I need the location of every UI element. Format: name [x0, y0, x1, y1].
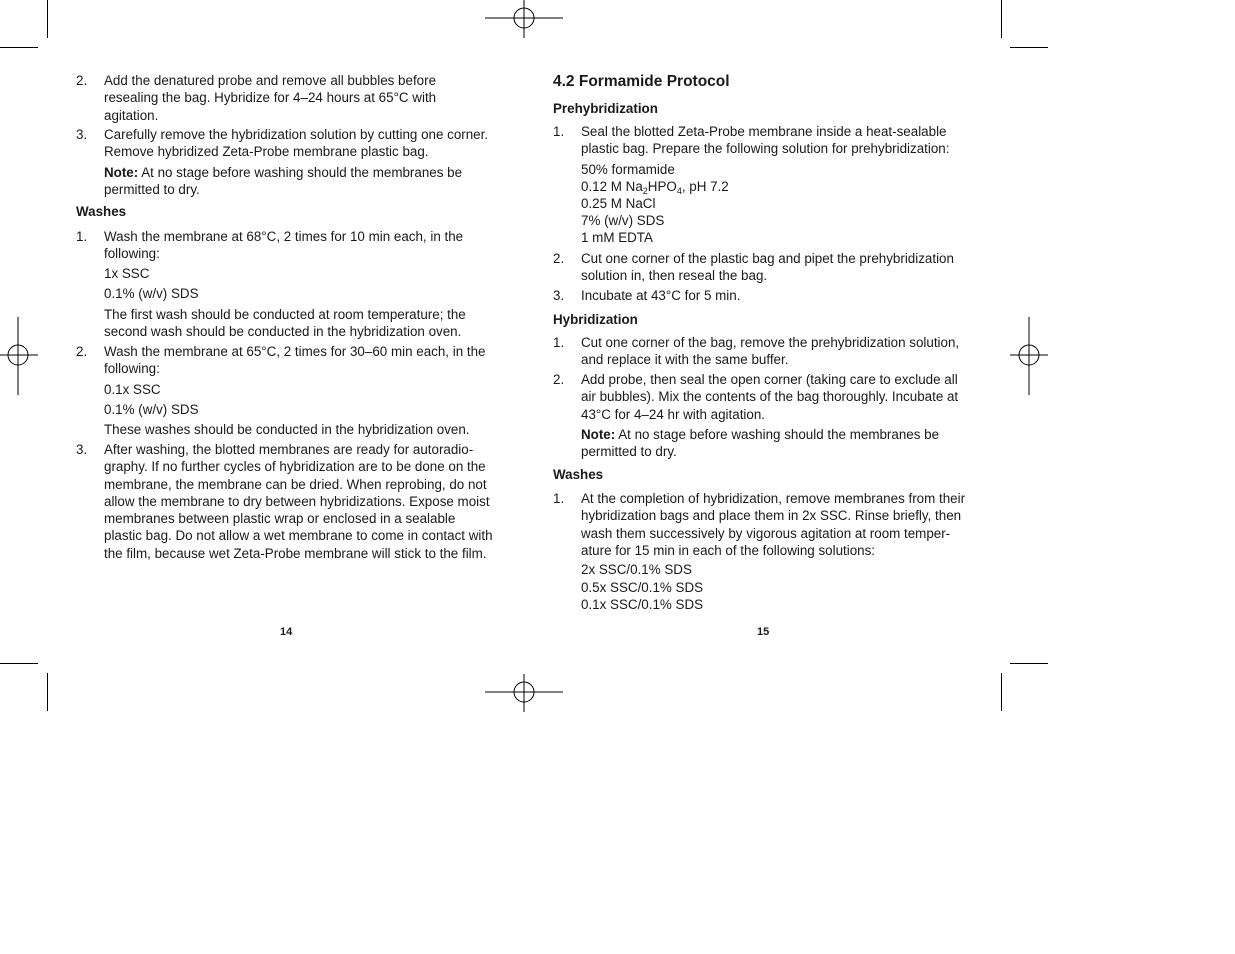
wash-2-note: These washes should be conducted in the hybridization oven. [104, 422, 470, 437]
crop-mark-top-right-v [1001, 0, 1002, 38]
step-text: At the completion of hybridization, remove membranes from their hybridization bags and place them in 2x SSC. Rinse briefly, then wash them successively by vigorous agitation at room temper-ature for 15 min in each of the following solutions: [581, 491, 966, 558]
step-text: Wash the membrane at 68°C, 2 times for 10 min each, in the following: [104, 229, 464, 262]
wash-solution-line-1: 2x SSC/0.1% SDS [581, 562, 692, 577]
step-number: 3. [76, 442, 88, 457]
crop-mark-bottom-left-h [0, 663, 38, 664]
formula-subscript: 2 [642, 186, 648, 196]
note-dry [104, 164, 478, 199]
solution-line: 0.1% (w/v) SDS [104, 286, 199, 301]
note-text: At no stage before washing should the membranes be permitted to dry. [104, 165, 463, 198]
step-text: Cut one corner of the bag, remove the prehybridization solution, and replace it with the same buffer. [581, 335, 960, 368]
crop-mark-bottom-right-v [1001, 673, 1002, 711]
crop-mark-top-left-h [0, 47, 38, 48]
section-title: 4.2 Formamide Protocol [553, 73, 730, 90]
formula-part: 0.12 M Na [581, 179, 643, 194]
wash-solution-line-2: 0.5x SSC/0.1% SDS [581, 580, 704, 595]
note-label: Note: [581, 427, 616, 442]
note-text: At no stage before washing should the membranes be permitted to dry. [581, 427, 940, 460]
step-text: Incubate at 43°C for 5 min. [581, 288, 741, 303]
step-text: Cut one corner of the plastic bag and pipet the prehybridization solution in, then reseal the bag. [581, 251, 954, 284]
step-number: 2. [553, 372, 565, 387]
step-number: 1. [76, 229, 88, 244]
step-text: Seal the blotted Zeta-Probe membrane inside a heat-sealable plastic bag. Prepare the following solution for prehybridization: [581, 124, 950, 157]
prehybridization-heading: Prehybridization [553, 101, 658, 116]
registration-mark-top [485, 0, 563, 40]
note-dry [581, 426, 955, 461]
solution-line: 0.1x SSC [104, 382, 161, 397]
prehyb-solution-line-1: 50% formamide [581, 162, 675, 177]
step-number: 2. [553, 251, 565, 266]
prehyb-solution-line-5: 1 mM EDTA [581, 230, 653, 245]
prehyb-solution-line-4: 7% (w/v) SDS [581, 213, 665, 228]
washes-heading: Washes [76, 204, 127, 219]
step-number: 2. [76, 344, 88, 359]
crop-mark-top-left-v [47, 0, 48, 38]
hybridization-heading: Hybridization [553, 312, 638, 327]
registration-mark-left [0, 317, 40, 395]
step-number: 1. [553, 335, 565, 350]
registration-mark-bottom [485, 672, 563, 712]
page-number: 15 [757, 626, 770, 638]
registration-mark-right [1008, 317, 1048, 395]
step-text: Carefully remove the hybridization solution by cutting one corner. Remove hybridized Zeta-Probe membrane plastic bag. [104, 127, 489, 160]
step-text: Add probe, then seal the open corner (taking care to exclude all air bubbles). Mix the contents of the bag thoroughly. Incubate at 43°C for 4–24 hr with agitation. [581, 372, 959, 422]
note-label: Note: [104, 165, 139, 180]
wash-1-note: The first wash should be conducted at room temperature; the second wash should be conducted in the hybridization oven. [104, 307, 466, 340]
prehyb-solution-line-2 [581, 178, 971, 195]
step-text: Add the denatured probe and remove all bubbles before resealing the bag. Hybridize for 4–24 hours at 65°C with agitation. [104, 73, 437, 123]
step-number: 1. [553, 124, 565, 139]
step-text: After washing, the blotted membranes are ready for autoradio-graphy. If no further cycles of hybridization are to be done on the membrane, the membrane can be dried. When reprobing, do not allow the membrane to dry between hybridizations. Expose moist membranes between plastic wrap or enclosed in a sealable plastic bag. Do not allow a wet membrane to come in contact with the film, because wet Zeta-Probe membrane will stick to the film. [104, 442, 493, 561]
crop-mark-top-right-h [1010, 47, 1048, 48]
wash-solution-line-3: 0.1x SSC/0.1% SDS [581, 597, 704, 612]
step-number: 1. [553, 491, 565, 506]
step-number: 3. [553, 288, 565, 303]
washes-heading: Washes [553, 467, 604, 482]
page-number: 14 [280, 626, 293, 638]
crop-mark-bottom-left-v [47, 673, 48, 711]
formula-part: HPO [647, 179, 677, 194]
prehyb-solution-line-3: 0.25 M NaCl [581, 196, 656, 211]
step-number: 2. [76, 73, 88, 88]
formula-subscript: 4 [676, 186, 682, 196]
crop-mark-bottom-right-h [1010, 663, 1048, 664]
solution-line: 0.1% (w/v) SDS [104, 402, 199, 417]
solution-line: 1x SSC [104, 266, 150, 281]
step-number: 3. [76, 127, 88, 142]
formula-part: , pH 7.2 [681, 179, 729, 194]
step-text: Wash the membrane at 65°C, 2 times for 30–60 min each, in the following: [104, 344, 486, 377]
